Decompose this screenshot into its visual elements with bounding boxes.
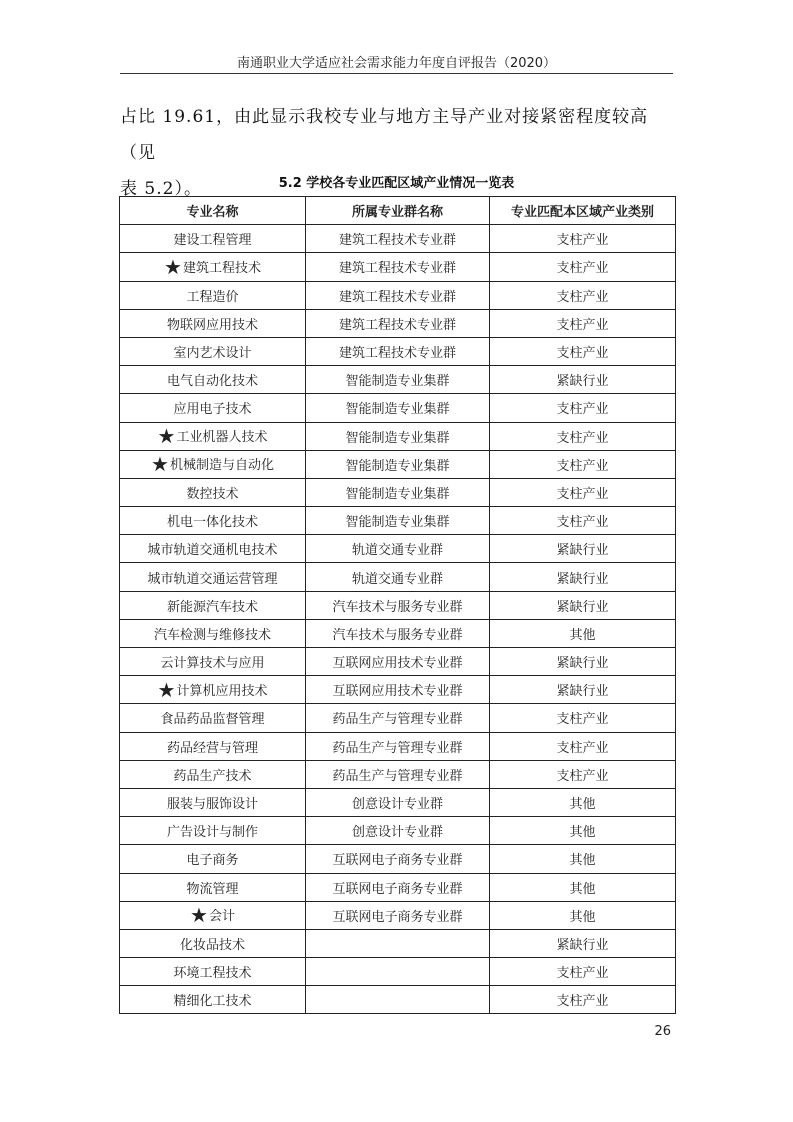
major-name-cell: [120, 394, 306, 422]
table-row: [120, 929, 676, 957]
industry-category-cell: 其他: [490, 619, 676, 647]
industry-category-cell: 其他: [490, 873, 676, 901]
group-name-cell: 互联网应用技术专业群: [306, 648, 490, 676]
industry-category-cell: 其他: [490, 845, 676, 873]
major-name-cell: [120, 309, 306, 337]
major-name: 环境工程技术: [173, 966, 252, 982]
major-name: 电气自动化技术: [166, 374, 258, 390]
major-name-cell: [120, 648, 306, 676]
header-divider: [120, 73, 673, 74]
table-row: [120, 394, 676, 422]
major-name-cell: [120, 760, 306, 788]
group-name-cell: 汽车技术与服务专业群: [306, 619, 490, 647]
industry-category-cell: 其他: [490, 901, 676, 929]
industry-category-cell: 支柱产业: [490, 281, 676, 309]
industry-category-cell: 支柱产业: [490, 732, 676, 760]
group-name-cell: [306, 929, 490, 957]
major-name-cell: [120, 817, 306, 845]
table-row: [120, 253, 676, 281]
group-name-cell: [306, 958, 490, 986]
table-row: [120, 225, 676, 253]
major-name-cell: [120, 619, 306, 647]
major-name: 会计: [208, 909, 235, 925]
industry-category-cell: 支柱产业: [490, 507, 676, 535]
industry-category-cell: 紧缺行业: [490, 648, 676, 676]
industry-category-cell: 支柱产业: [490, 394, 676, 422]
paragraph-line-2: 表 5.2）。: [120, 179, 202, 199]
major-name: 工业机器人技术: [176, 430, 268, 446]
star-icon: ★: [151, 452, 169, 477]
group-name-cell: 互联网应用技术专业群: [306, 676, 490, 704]
major-name-cell: [120, 366, 306, 394]
industry-category-cell: 紧缺行业: [490, 676, 676, 704]
major-name-cell: [120, 591, 306, 619]
industry-category-cell: 紧缺行业: [490, 535, 676, 563]
major-name: 新能源汽车技术: [166, 599, 258, 615]
major-name: 云计算技术与应用: [160, 656, 265, 672]
industry-category-cell: 支柱产业: [490, 478, 676, 506]
major-name: 物联网应用技术: [166, 317, 258, 333]
major-name: 机电一体化技术: [166, 515, 258, 531]
industry-category-cell: 紧缺行业: [490, 929, 676, 957]
group-name-cell: 互联网电子商务专业群: [306, 873, 490, 901]
major-name: 精细化工技术: [173, 994, 252, 1010]
major-name: 汽车检测与维修技术: [153, 627, 271, 643]
header-industry-category: 专业匹配本区域产业类别: [490, 197, 676, 225]
group-name-cell: 智能制造专业集群: [306, 478, 490, 506]
major-name-cell: [120, 422, 306, 450]
major-name-cell: [120, 676, 306, 704]
major-name-cell: [120, 507, 306, 535]
major-name-cell: [120, 986, 306, 1014]
table-row: [120, 901, 676, 929]
major-name: 食品药品监督管理: [160, 712, 265, 728]
industry-category-cell: 支柱产业: [490, 422, 676, 450]
major-name-cell: [120, 535, 306, 563]
major-name-cell: [120, 253, 306, 281]
group-name-cell: 药品生产与管理专业群: [306, 704, 490, 732]
major-name: 电子商务: [186, 853, 239, 869]
table-row: [120, 648, 676, 676]
major-name: 计算机应用技术: [176, 683, 268, 699]
major-industry-table: [119, 196, 676, 1014]
major-name-cell: [120, 704, 306, 732]
table-row: [120, 337, 676, 365]
group-name-cell: 建筑工程技术专业群: [306, 309, 490, 337]
major-name: 建设工程管理: [173, 233, 252, 249]
group-name-cell: 轨道交通专业群: [306, 535, 490, 563]
group-name-cell: 智能制造专业集群: [306, 394, 490, 422]
major-name: 城市轨道交通机电技术: [147, 543, 278, 559]
major-name-cell: [120, 901, 306, 929]
major-name-cell: [120, 478, 306, 506]
table-row: [120, 760, 676, 788]
major-name-cell: [120, 563, 306, 591]
major-name-cell: [120, 788, 306, 816]
major-name: 室内艺术设计: [173, 346, 252, 362]
industry-category-cell: 支柱产业: [490, 760, 676, 788]
star-icon: ★: [190, 903, 208, 928]
industry-category-cell: 支柱产业: [490, 958, 676, 986]
major-name: 工程造价: [186, 289, 239, 305]
major-name: 机械制造与自动化: [169, 458, 274, 474]
group-name-cell: 轨道交通专业群: [306, 563, 490, 591]
major-name-cell: [120, 929, 306, 957]
major-name: 服装与服饰设计: [166, 797, 258, 813]
industry-category-cell: 支柱产业: [490, 309, 676, 337]
page-header: 南通职业大学适应社会需求能力年度自评报告（2020）: [236, 56, 557, 71]
major-name-cell: [120, 958, 306, 986]
paragraph-line-1: 占比 19.61，由此显示我校专业与地方主导产业对接紧密程度较高（见: [120, 107, 649, 163]
table-row: [120, 873, 676, 901]
group-name-cell: 药品生产与管理专业群: [306, 732, 490, 760]
group-name-cell: [306, 986, 490, 1014]
table-row: [120, 986, 676, 1014]
table-row: [120, 563, 676, 591]
industry-category-cell: 其他: [490, 817, 676, 845]
industry-category-cell: 支柱产业: [490, 986, 676, 1014]
group-name-cell: 智能制造专业集群: [306, 507, 490, 535]
header-group-name: 所属专业群名称: [306, 197, 490, 225]
group-name-cell: 智能制造专业集群: [306, 450, 490, 478]
industry-category-cell: 支柱产业: [490, 704, 676, 732]
group-name-cell: 智能制造专业集群: [306, 366, 490, 394]
industry-category-cell: 支柱产业: [490, 253, 676, 281]
industry-category-cell: 其他: [490, 788, 676, 816]
group-name-cell: 药品生产与管理专业群: [306, 760, 490, 788]
table-row: [120, 788, 676, 816]
major-name-cell: [120, 337, 306, 365]
group-name-cell: 创意设计专业群: [306, 817, 490, 845]
group-name-cell: 互联网电子商务专业群: [306, 845, 490, 873]
table-row: [120, 478, 676, 506]
industry-category-cell: 支柱产业: [490, 225, 676, 253]
table-row: [120, 281, 676, 309]
group-name-cell: 建筑工程技术专业群: [306, 281, 490, 309]
major-name: 城市轨道交通运营管理: [147, 571, 278, 587]
major-name: 应用电子技术: [173, 402, 252, 418]
table-row: [120, 704, 676, 732]
star-icon: ★: [157, 677, 176, 702]
group-name-cell: 建筑工程技术专业群: [306, 337, 490, 365]
major-name: 物流管理: [186, 881, 239, 897]
table-row: [120, 845, 676, 873]
star-icon: ★: [164, 254, 182, 279]
industry-category-cell: 紧缺行业: [490, 563, 676, 591]
table-row: [120, 366, 676, 394]
major-name-cell: [120, 225, 306, 253]
table-row: [120, 535, 676, 563]
major-name: 药品经营与管理: [166, 740, 258, 756]
table-header-row: [120, 197, 676, 225]
major-name: 药品生产技术: [173, 768, 252, 784]
table-row: [120, 619, 676, 647]
table-row: [120, 507, 676, 535]
major-name-cell: [120, 281, 306, 309]
major-name-cell: [120, 732, 306, 760]
group-name-cell: 互联网电子商务专业群: [306, 901, 490, 929]
group-name-cell: 建筑工程技术专业群: [306, 225, 490, 253]
group-name-cell: 建筑工程技术专业群: [306, 253, 490, 281]
table-row: [120, 591, 676, 619]
major-name-cell: [120, 845, 306, 873]
group-name-cell: 创意设计专业群: [306, 788, 490, 816]
major-name: 建筑工程技术: [182, 260, 261, 276]
major-name-cell: [120, 873, 306, 901]
table-row: [120, 732, 676, 760]
industry-category-cell: 支柱产业: [490, 337, 676, 365]
table-row: [120, 422, 676, 450]
page-number: 26: [654, 1024, 671, 1039]
major-name: 广告设计与制作: [166, 825, 258, 841]
group-name-cell: 汽车技术与服务专业群: [306, 591, 490, 619]
major-name: 化妆品技术: [179, 937, 245, 953]
table-body: [120, 225, 676, 1014]
star-icon: ★: [157, 424, 176, 449]
table-caption: 5.2 学校各专业匹配区域产业情况一览表: [278, 176, 515, 191]
major-name: 数控技术: [186, 486, 239, 502]
table-row: [120, 450, 676, 478]
table-row: [120, 958, 676, 986]
header-major-name: 专业名称: [120, 197, 306, 225]
table-row: [120, 676, 676, 704]
group-name-cell: 智能制造专业集群: [306, 422, 490, 450]
table-row: [120, 817, 676, 845]
industry-category-cell: 紧缺行业: [490, 366, 676, 394]
industry-category-cell: 紧缺行业: [490, 591, 676, 619]
industry-category-cell: 支柱产业: [490, 450, 676, 478]
major-name-cell: [120, 450, 306, 478]
table-row: [120, 309, 676, 337]
